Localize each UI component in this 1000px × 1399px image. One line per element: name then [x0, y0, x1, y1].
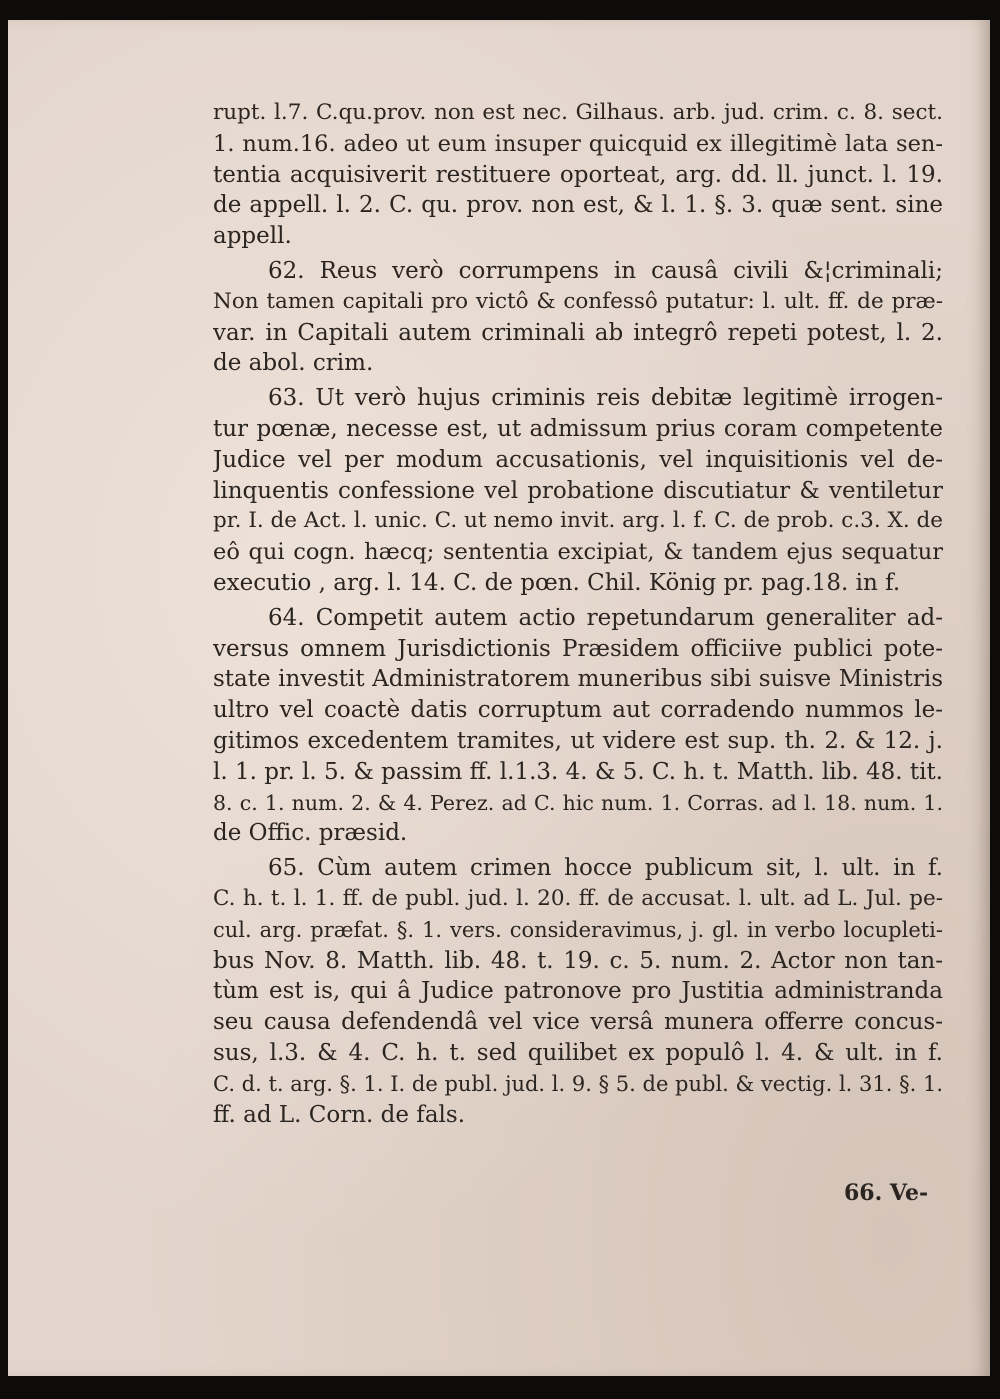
- text-line: var. in Capitali autem criminali ab integrô repeti potest, l. 2.: [213, 319, 943, 346]
- text-line: sus, l.3. & 4. C. h. t. sed quilibet ex populô l. 4. & ult. in f.: [213, 1039, 943, 1066]
- text-line: 1. num.16. adeo ut eum insuper quicquid ex illegitimè lata sen-: [213, 130, 943, 157]
- text-line: tùm est is, qui â Judice patronove pro Justitia administranda: [213, 978, 943, 1005]
- text-line: versus omnem Jurisdictionis Præsidem officiive publici pote-: [213, 635, 943, 662]
- text-line: bus Nov. 8. Matth. lib. 48. t. 19. c. 5. num. 2. Actor non tan-: [213, 947, 943, 974]
- text-line: ff. ad L. Corn. de fals.: [213, 1101, 466, 1128]
- text-line: ultro vel coactè datis corruptum aut corradendo nummos le-: [213, 697, 943, 724]
- paragraph-continued: [213, 98, 943, 252]
- text-line: state investit Administratorem muneribus sibi suisve Ministris: [213, 666, 943, 693]
- catchword: 66. Ve-: [844, 1180, 929, 1206]
- text-line: linquentis confessione vel probatione discutiatur & ventiletur: [213, 477, 943, 504]
- text-line: executio , arg. l. 14. C. de pœn. Chil. König pr. pag.18. in f.: [213, 569, 901, 596]
- text-line: seu causa defendendâ vel vice versâ munera offerre concus-: [213, 1009, 943, 1036]
- text-line: tentia acquisiverit restituere oporteat, arg. dd. ll. junct. l. 19.: [213, 161, 943, 188]
- text-line: de appell. l. 2. C. qu. prov. non est, & l. 1. §. 3. quæ sent. sine: [213, 192, 943, 219]
- text-line: appell.: [213, 223, 292, 250]
- text-line: pr. I. de Act. l. unic. C. ut nemo invit. arg. l. f. C. de prob. c.3. X. de: [213, 508, 943, 534]
- text-line: de Offic. præsid.: [213, 820, 408, 847]
- text-line: eô qui cogn. hæcq; sententia excipiat, & tandem ejus sequatur: [213, 539, 943, 566]
- text-line: l. 1. pr. l. 5. & passim ff. l.1.3. 4. & 5. C. h. t. Matth. lib. 48. tit.: [213, 758, 943, 785]
- text-line: gitimos excedentem tramites, ut videre est sup. th. 2. & 12. j.: [213, 727, 943, 754]
- text-line: 62. Reus verò corrumpens in causâ civili &¦criminali;: [268, 257, 943, 284]
- text-line: Non tamen capitali pro victô & confessô putatur: l. ult. ff. de præ-: [213, 288, 943, 314]
- text-line: 65. Cùm autem crimen hocce publicum sit, l. ult. in f.: [268, 855, 943, 882]
- paragraph-63: [213, 383, 943, 599]
- text-line: 8. c. 1. num. 2. & 4. Perez. ad C. hic num. 1. Corras. ad l. 18. num. 1.: [213, 790, 943, 815]
- paragraph-65: [213, 853, 943, 1130]
- paragraph-62: [213, 256, 943, 379]
- text-line: cul. arg. præfat. §. 1. vers. consideravimus, j. gl. in verbo locupleti-: [213, 917, 943, 942]
- text-line: de abol. crim.: [213, 350, 374, 377]
- text-line: tur pœnæ, necesse est, ut admissum prius coram competente: [213, 415, 943, 442]
- page-text: [213, 98, 943, 1130]
- text-line: C. h. t. l. 1. ff. de publ. jud. l. 20. ff. de accusat. l. ult. ad L. Jul. pe-: [213, 885, 943, 911]
- text-line: 64. Competit autem actio repetundarum generaliter ad-: [268, 604, 943, 631]
- text-line: C. d. t. arg. §. 1. I. de publ. jud. l. 9. § 5. de publ. & vectig. l. 31. §. 1.: [213, 1071, 943, 1096]
- text-line: Judice vel per modum accusationis, vel inquisitionis vel de-: [213, 446, 943, 473]
- book-page: [8, 20, 990, 1376]
- text-line: rupt. l.7. C.qu.prov. non est nec. Gilhaus. arb. jud. crim. c. 8. sect.: [213, 100, 943, 125]
- paragraph-64: [213, 603, 943, 849]
- text-line: 63. Ut verò hujus criminis reis debitæ legitimè irrogen-: [268, 385, 943, 412]
